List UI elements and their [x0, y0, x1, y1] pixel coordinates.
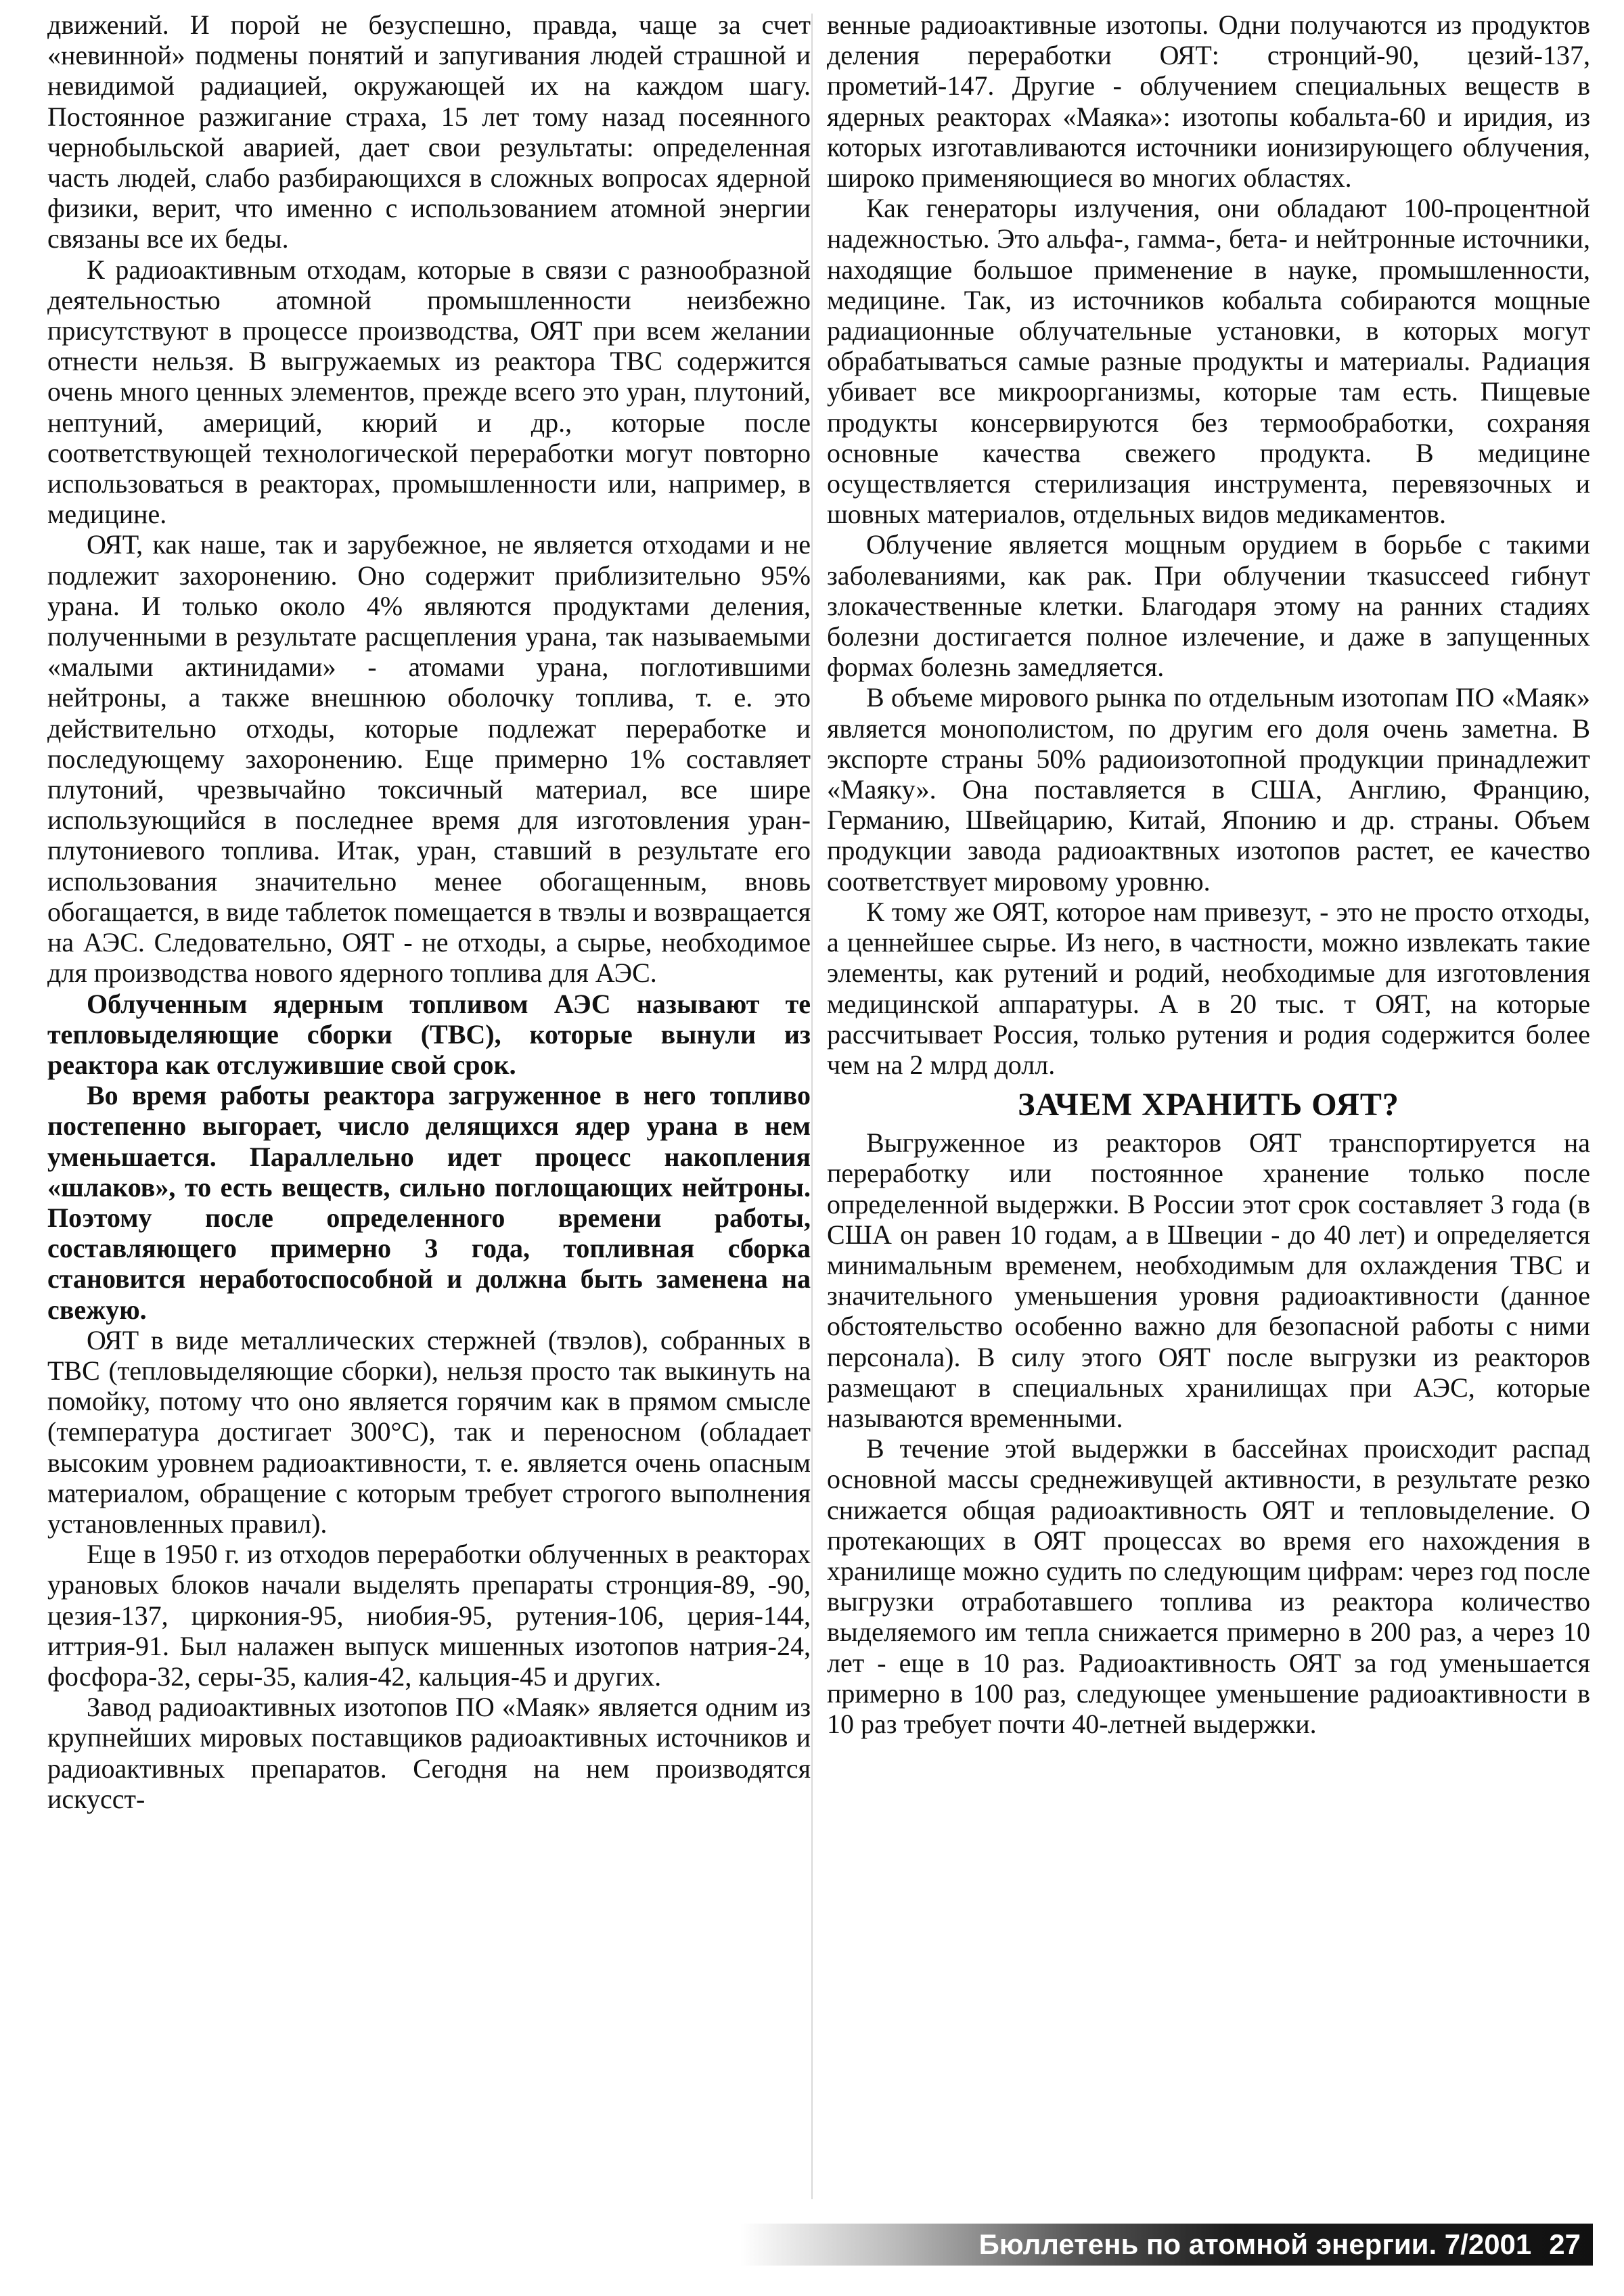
paragraph: В течение этой выдержки в бассейнах происходит распад основной массы среднеживущей активности, в результате резко снижается общая радиоактивность ОЯТ и тепловыделение. О протекающих в ОЯТ процессах во время его нахождения в хранилище можно судить по следующим цифрам: через год после выгрузки отработавшего топлива из реактора количество выделяемого им тепла снижается примерно в 200 раз, а через 10 лет - еще в 10 раз. Радиоактивность ОЯТ за год уменьшается примерно в 100 раз, следующее уменьшение радиоактивности в 10 раз требует почти 40-летней выдержки.	[827, 1433, 1590, 1739]
bold-paragraph: Во время работы реактора загруженное в него топливо постепенно выгорает, число делящихся ядер урана в нем уменьшается. Параллельно идет процесс накопления «шлаков», то есть веществ, сильно поглощающих нейтроны. Поэтому после определенного времени работы, составляющего примерно 3 года, топливная сборка становится неработоспособной и должна быть заменена на свежую.	[47, 1080, 811, 1325]
paragraph: венные радиоактивные изотопы. Одни получаются из продуктов деления переработки ОЯТ: стронций-90, цезий-137, прометий-147. Другие - облучением специальных веществ в ядерных реакторах «Маяка»: изотопы кобальта-60 и иридия, из которых изготавливаются источники ионизирующего облучения, широко применяющиеся во многих областях.	[827, 9, 1590, 194]
bold-paragraph: Облученным ядерным топливом АЭС называют те тепловыделяющие сборки (ТВС), которые вынули из реактора как отслужившие свой срок.	[47, 988, 811, 1080]
paragraph: Еще в 1950 г. из отходов переработки облученных в реакторах урановых блоков начали выделять препараты стронция-89, -90, цезия-137, циркония-95, ниобия-95, рутения-106, церия-144, иттрия-91. Был налажен выпуск мишенных изотопов натрия-24, фосфора-32, серы-35, калия-42, кальция-45 и других.	[47, 1539, 811, 1692]
paragraph: Выгруженное из реакторов ОЯТ транспортируется на переработку или постоянное хранение только после определенной выдержки. В России этот срок составляет 3 года (в США он равен 10 годам, а в Швеции - до 40 лет) и определяется минимальным временем, необходимым для охлаждения ТВС и значительного уменьшения уровня радиоактивности (данное обстоятельство особенно важно для безопасной работы с ними персонала). В силу этого ОЯТ после выгрузки из реакторов размещают в специальных хранилищах при АЭС, которые называются временными.	[827, 1127, 1590, 1433]
paragraph: Как генераторы излучения, они обладают 100-процентной надежностью. Это альфа-, гамма-, бета- и нейтронные источники, находящие большое применение в науке, промышленности, медицине. Так, из источников кобальта собираются мощные радиационные облучательные установки, в которых могут обрабатываться самые разные продукты и материалы. Радиация убивает все микроорганизмы, которые там есть. Пищевые продукты консервируются без термообработки, сохраняя основные качества свежего продукта. В медицине осуществляется стерилизация инструмента, перевязочных и шовных материалов, отдельных видов медикаментов.	[827, 193, 1590, 530]
paragraph: К радиоактивным отходам, которые в связи с разнообразной деятельностью атомной промышленности неизбежно присутствуют в процессе производства, ОЯТ при всем желании отнести нельзя. В выгружаемых из реактора ТВС содержится очень много ценных элементов, прежде всего это уран, плутоний, нептуний, америций, кюрий и др., которые после соответствующей технологической переработки могут повторно использоваться в реакторах, промышленности или, например, в медицине.	[47, 254, 811, 530]
paragraph: ОЯТ в виде металлических стержней (твэлов), собранных в ТВС (тепловыделяющие сборки), нельзя просто так выкинуть на помойку, потому что оно является горячим как в прямом смысле (температура достигает 300°С), так и переносном (обладает высоким уровнем радиоактивности, т. е. является очень опасным материалом, обращение с которым требует строгого выполнения установленных правил).	[47, 1324, 811, 1539]
publication-title: Бюллетень по атомной энергии. 7/2001	[978, 2228, 1532, 2260]
page-footer	[0, 2218, 1624, 2271]
paragraph: В объеме мирового рынка по отдельным изотопам ПО «Маяк» является монополистом, по другим его доля очень заметна. В экспорте страны 50% радиоизотопной продукции принадлежит «Маяку». Она поставляется в США, Англию, Францию, Германию, Швейцарию, Китай, Японию и др. страны. Объем продукции завода радиоактвных изотопов растет, ее качество соответствует мировому уровню.	[827, 682, 1590, 897]
footer-bar	[740, 2224, 1593, 2266]
paragraph: Завод радиоактивных изотопов ПО «Маяк» является одним из крупнейших мировых поставщиков радиоактивных источников и радиоактивных препаратов. Сегодня на нем производятся искусст-	[47, 1692, 811, 1814]
paragraph: движений. И порой не безуспешно, правда, чаще за счет «невинной» подмены понятий и запугивания людей страшной и невидимой радиацией, окружающей их на каждом шагу. Постоянное разжигание страха, 15 лет тому назад посеянного чернобыльской аварией, дает свои результаты: определенная часть людей, слабо разбирающихся в сложных вопросах ядерной физики, верит, что именно с использованием атомной энергии связаны все их беды.	[47, 9, 811, 254]
paragraph: ОЯТ, как наше, так и зарубежное, не является отходами и не подлежит захоронению. Оно содержит приблизительно 95% урана. И только около 4% являются продуктами деления, полученными в результате расщепления урана, так называемыми «малыми актинидами» - атомами урана, поглотившими нейтроны, а также внешнюю оболочку топлива, т. е. это действительно отходы, которые подлежат переработке и последующему захоронению. Еще примерно 1% составляет плутоний, чрезвычайно токсичный материал, все шире использующийся в последнее время для изготовления уран-плутониевого топлива. Итак, уран, ставший в результате его использования значительно менее обогащенным, вновь обогащается, в виде таблеток помещается в твэлы и возвращается на АЭС. Следовательно, ОЯТ - не отходы, а сырье, необходимое для производства нового ядерного топлива для АЭС.	[47, 529, 811, 989]
column-divider	[811, 14, 813, 2199]
section-heading: ЗАЧЕМ ХРАНИТЬ ОЯТ?	[1018, 1087, 1399, 1123]
right-column	[827, 9, 1590, 2209]
left-column	[47, 9, 811, 2209]
paragraph: Облучение является мощным орудием в борьбе с такими заболеваниями, как рак. При облучении ткаsucceed гибнут злокачественные клетки. Благодаря этому на ранних стадиях болезни достигается полное излечение, и даже в запущенных формах болезнь замедляется.	[827, 529, 1590, 683]
page-number: 27	[1549, 2228, 1581, 2260]
paragraph: К тому же ОЯТ, которое нам привезут, - это не просто отходы, а ценнейшее сырье. Из него, в частности, можно извлекать такие элементы, как рутений и родий, необходимые для изготовления медицинской аппаратуры. А в 20 тыс. т ОЯТ, на которые рассчитывает Россия, только рутения и родия содержится более чем на 2 млрд долл.	[827, 896, 1590, 1080]
